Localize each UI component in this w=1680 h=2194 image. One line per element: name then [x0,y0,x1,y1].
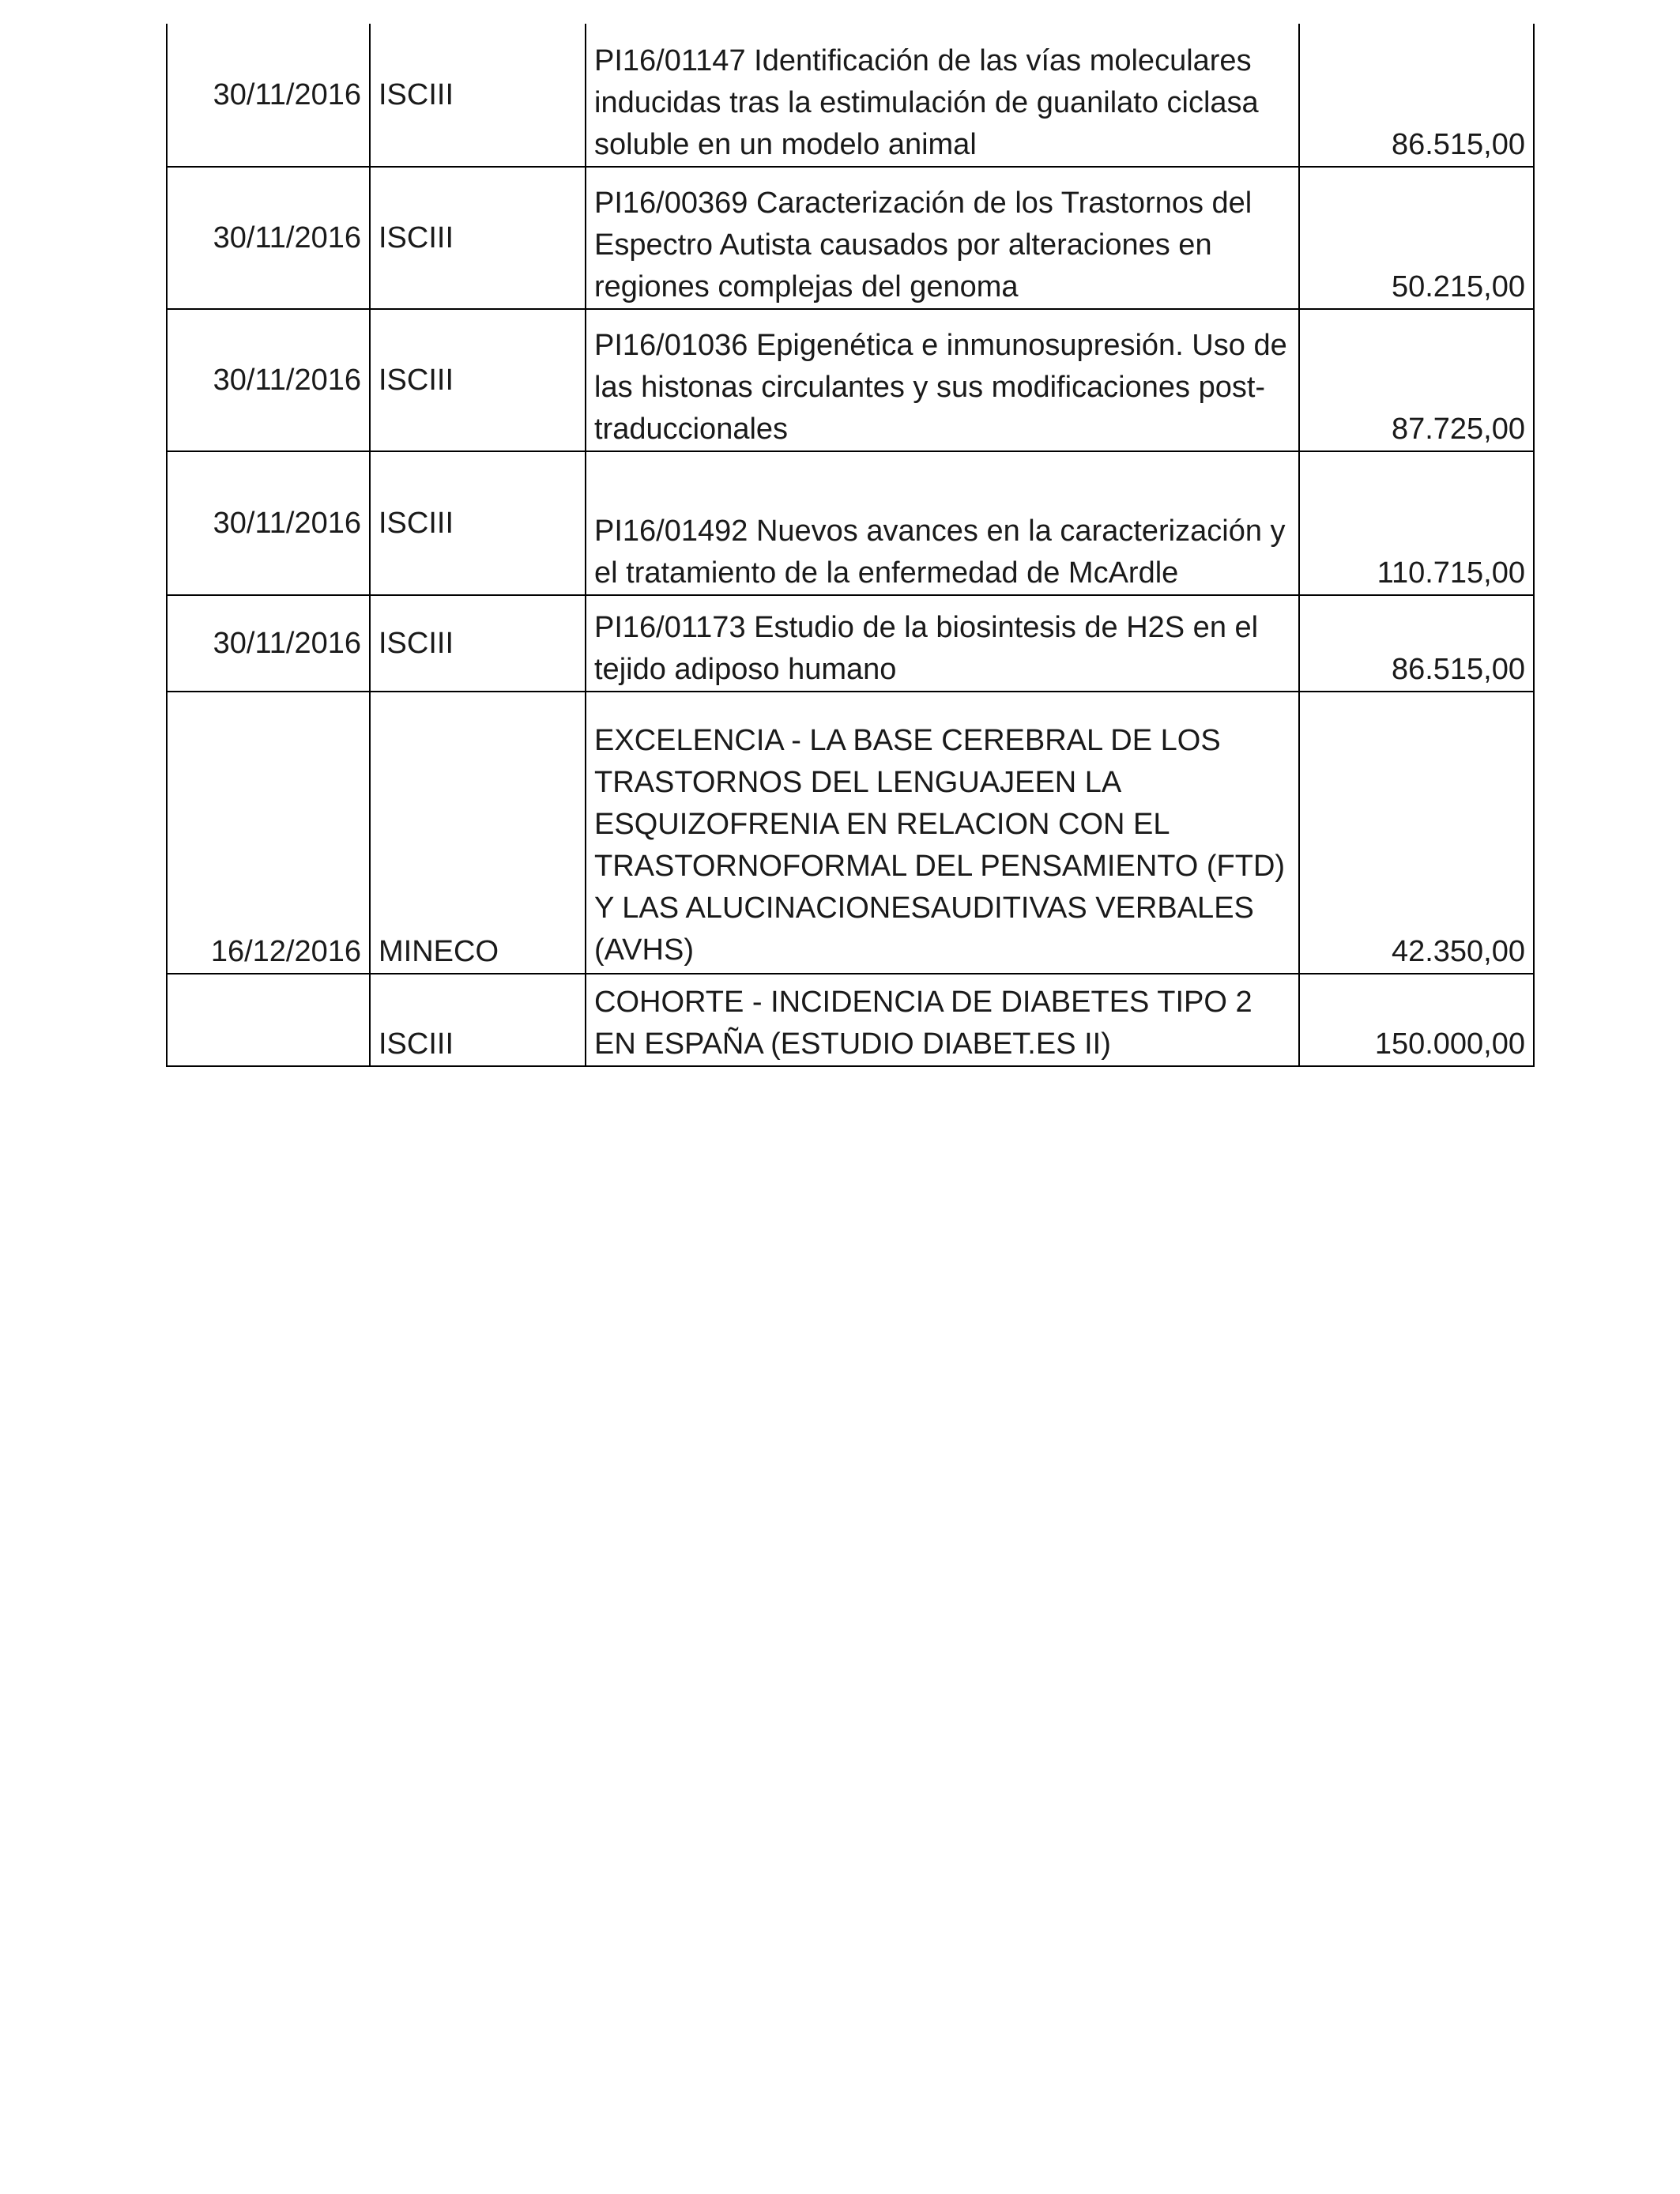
table-row [167,692,1534,974]
table-row [167,309,1534,451]
amount-cell: 87.725,00 [1299,309,1534,451]
description-cell [586,451,1299,595]
organization-cell: ISCIII [370,167,586,309]
date-cell: 30/11/2016 [167,309,370,451]
date-cell: 30/11/2016 [167,24,370,167]
organization-cell: ISCIII [370,974,586,1066]
table-row [167,451,1534,595]
amount-cell: 110.715,00 [1299,451,1534,595]
table-row [167,167,1534,309]
amount-cell: 50.215,00 [1299,167,1534,309]
description-text: PI16/01492 Nuevos avances en la caracterización y el tratamiento de la enfermedad de McArdle [594,515,1286,590]
description-cell [586,167,1299,309]
description-text: PI16/01173 Estudio de la biosintesis de H2S en el tejido adiposo humano [594,611,1259,686]
organization-cell: ISCIII [370,24,586,167]
amount-cell: 86.515,00 [1299,595,1534,692]
amount-cell: 150.000,00 [1299,974,1534,1066]
description-text: PI16/01036 Epigenética e inmunosupresión. Uso de las histonas circulantes y sus modificaciones post-traduccionales [594,329,1287,446]
table-row [167,24,1534,167]
organization-cell: ISCIII [370,451,586,595]
date-cell: 30/11/2016 [167,167,370,309]
description-cell [586,24,1299,167]
organization-cell: ISCIII [370,595,586,692]
date-cell: 30/11/2016 [167,595,370,692]
date-cell: 16/12/2016 [167,692,370,974]
description-text: PI16/00369 Caracterización de los Trastornos del Espectro Autista causados por alteraciones en regiones complejas del genoma [594,187,1252,303]
description-cell [586,309,1299,451]
description-cell [586,974,1299,1066]
description-text: COHORTE - INCIDENCIA DE DIABETES TIPO 2 EN ESPAÑA (ESTUDIO DIABET.ES II) [594,986,1252,1061]
description-text: PI16/01147 Identificación de las vías moleculares inducidas tras la estimulación de guanilato ciclasa soluble en un modelo animal [594,44,1259,161]
description-cell [586,595,1299,692]
description-cell [586,692,1299,974]
table-row [167,595,1534,692]
organization-cell: ISCIII [370,309,586,451]
organization-cell: MINECO [370,692,586,974]
amount-cell: 42.350,00 [1299,692,1534,974]
amount-cell: 86.515,00 [1299,24,1534,167]
date-cell [167,974,370,1066]
description-text: EXCELENCIA - LA BASE CEREBRAL DE LOS TRASTORNOS DEL LENGUAJEEN LA ESQUIZOFRENIA EN RELACION CON EL TRASTORNOFORMAL DEL PENSAMIENTO (FTD) Y LAS ALUCINACIONESAUDITIVAS VERBALES (AVHS) [594,724,1286,967]
date-cell: 30/11/2016 [167,451,370,595]
table-row [167,974,1534,1066]
grants-table [166,24,1535,1067]
